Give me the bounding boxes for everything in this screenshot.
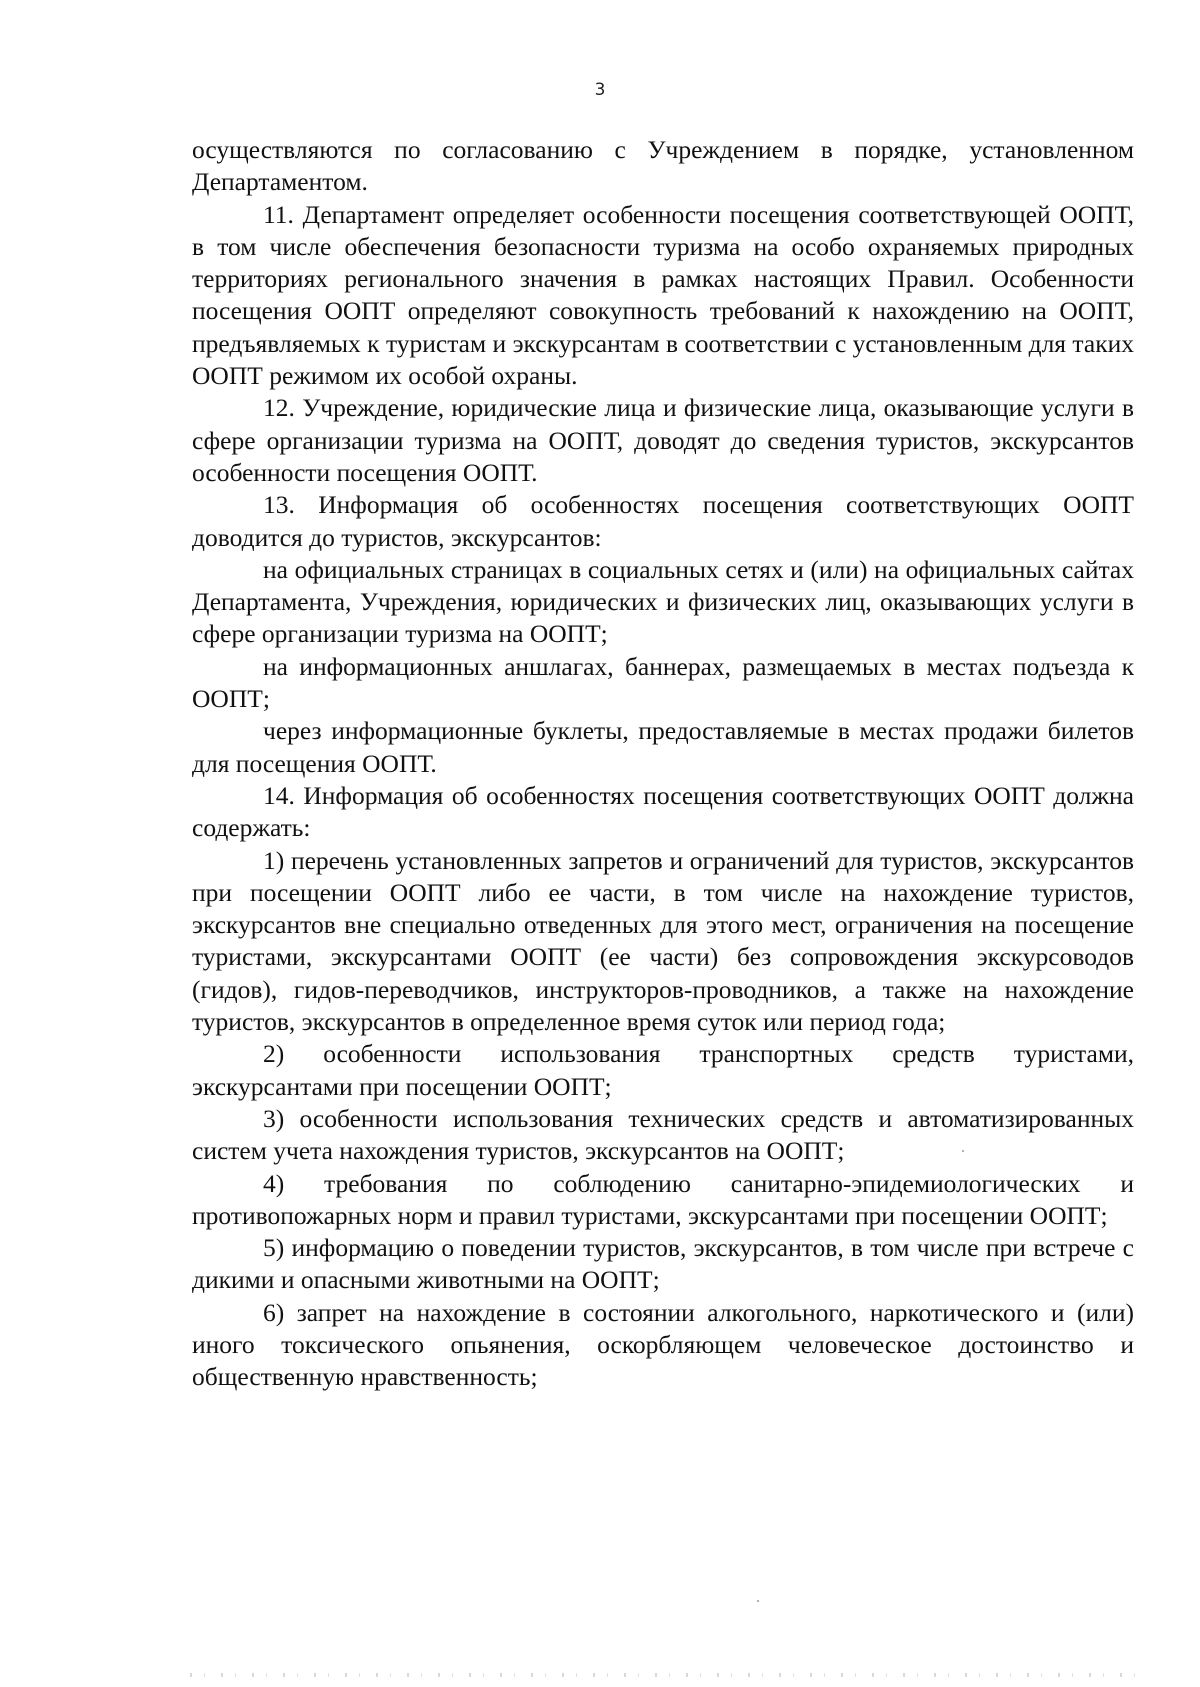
page-number: 3 xyxy=(594,80,606,100)
list-item: 2) особенности использования транспортных средств туристами, экскурсантами при посещении ООПТ; xyxy=(192,1039,1134,1101)
paragraph-continuation: осуществляются по согласованию с Учреждением в порядке, установленном Департаментом. xyxy=(192,135,1134,197)
scan-speck xyxy=(962,1150,964,1152)
paragraph-12: 12. Учреждение, юридические лица и физические лица, оказывающие услуги в сфере организации туризма на ООПТ, доводят до сведения туристов, экскурсантов особенности посещения ООПТ. xyxy=(192,393,1134,487)
list-item: 5) информацию о поведении туристов, экскурсантов, в том числе при встрече с дикими и опасными животными на ООПТ; xyxy=(192,1233,1134,1295)
paragraph-14: 14. Информация об особенностях посещения соответствующих ООПТ должна содержать: xyxy=(192,780,1134,843)
list-item: 4) требования по соблюдению санитарно-эпидемиологических и противопожарных норм и правил туристами, экскурсантами при посещении ООПТ; xyxy=(192,1168,1134,1230)
paragraph-13: 13. Информация об особенностях посещения соответствующих ООПТ доводится до туристов, экскурсантов: xyxy=(192,490,1134,552)
paragraph-13-channel-banners: на информационных аншлагах, баннерах, размещаемых в местах подъезда к ООПТ; xyxy=(192,651,1134,714)
paragraph-13-channel-online: на официальных страницах в социальных сетях и (или) на официальных сайтах Департамента, Учреждения, юридических и физических лиц, оказывающих услуги в сфере организации туризма на ООПТ; xyxy=(192,554,1134,649)
list-item: 6) запрет на нахождение в состоянии алкогольного, наркотического и (или) иного токсического опьянения, оскорбляющем человеческое достоинство и общественную нравственность; xyxy=(192,1297,1134,1392)
scan-noise-strip xyxy=(190,1673,1140,1677)
paragraph-11: 11. Департамент определяет особенности посещения соответствующей ООПТ, в том числе обеспечения безопасности туризма на особо охраняемых природных территориях регионального значения в рамках настоящих Правил. Особенности посещения ООПТ определяют совокупность требований к нахождению на ООПТ, предъявляемых к туристам и экскурсантам в соответствии с установленным для таких ООПТ режимом их особой охраны. xyxy=(192,199,1134,391)
scan-speck xyxy=(757,1600,759,1602)
paragraph-13-channel-booklets: через информационные буклеты, предоставляемые в местах продажи билетов для посещения ООПТ. xyxy=(192,716,1134,778)
document-body xyxy=(192,134,1134,1394)
list-item: 1) перечень установленных запретов и ограничений для туристов, экскурсантов при посещении ООПТ либо ее части, в том числе на нахождение туристов, экскурсантов вне специально отведенных для этого мест, ограничения на посещение туристами, экскурсантами ООПТ (ее части) без сопровождения экскурсоводов (гидов), гидов-переводчиков, инструкторов-проводников, а также на нахождение туристов, экскурсантов в определенное время суток или период года; xyxy=(192,845,1134,1037)
list-item: 3) особенности использования технических средств и автоматизированных систем учета нахождения туристов, экскурсантов на ООПТ; xyxy=(192,1103,1134,1166)
required-information-list xyxy=(192,845,1134,1394)
